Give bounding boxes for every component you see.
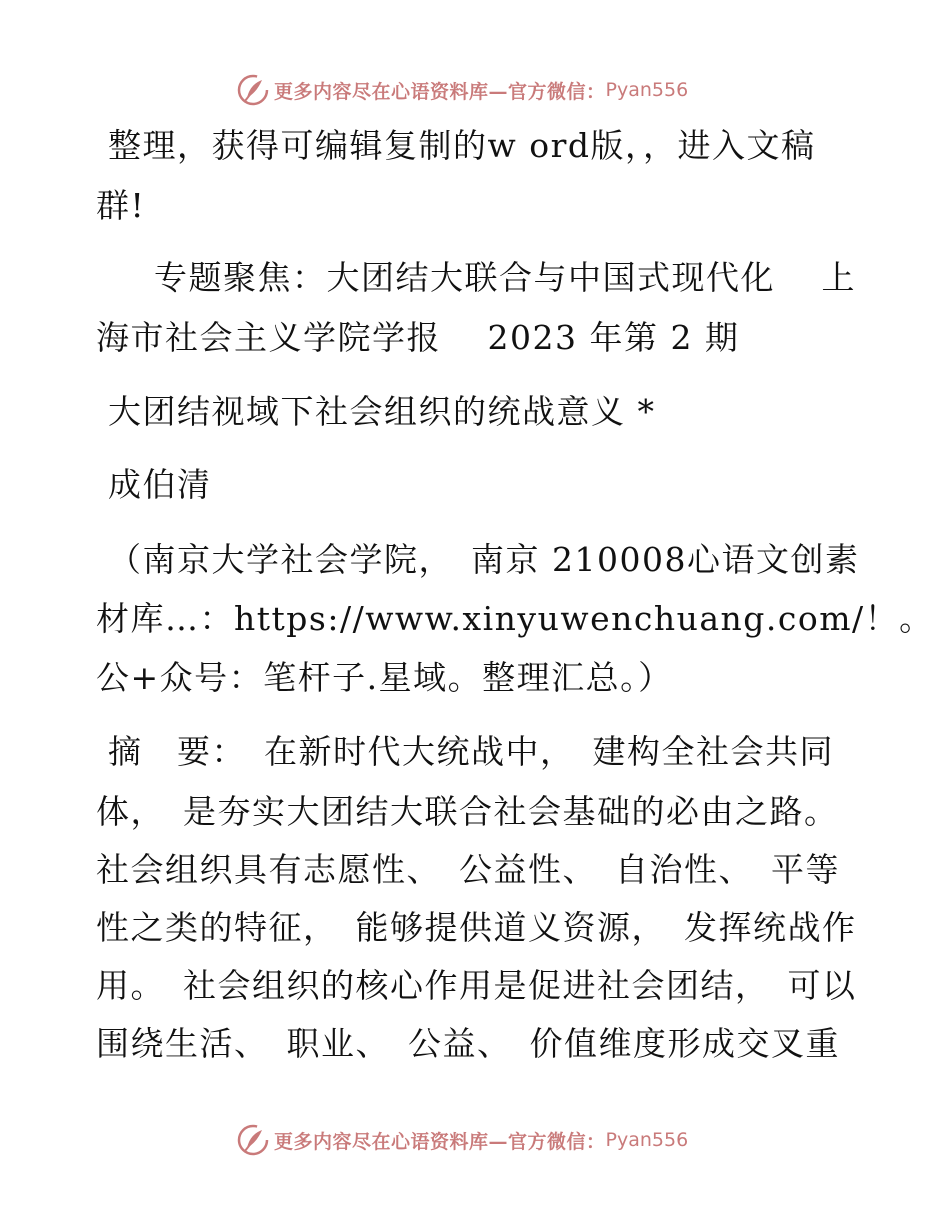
abstract-line-4: 性之类的特征， 能够提供道义资源， 发挥统战作 xyxy=(96,908,857,947)
author-name: 成伯清 xyxy=(108,465,212,504)
text-line-1: 整理，获得可编辑复制的w ord版，，进入文稿 xyxy=(108,126,816,165)
abstract-line-6: 围绕生活、 职业、 公益、 价值维度形成交叉重 xyxy=(96,1024,840,1063)
watermark-wechat-id: Pyan556 xyxy=(605,1129,689,1151)
footer-watermark xyxy=(236,1122,688,1158)
watermark-wechat-id: Pyan556 xyxy=(605,79,689,101)
feather-pen-logo-icon xyxy=(236,1123,270,1157)
watermark-text: 更多内容尽在心语资料库—官方微信： xyxy=(274,1130,606,1153)
abstract-line-1: 摘 要： 在新时代大统战中， 建构全社会共同 xyxy=(108,732,834,771)
abstract-line-2: 体， 是夯实大团结大联合社会基础的必由之路。 xyxy=(96,792,839,831)
text-line-2: 群! xyxy=(96,186,146,225)
watermark-text: 更多内容尽在心语资料库—官方微信： xyxy=(274,80,606,103)
text-line-4: 海市社会主义学院学报 2023 年第 2 期 xyxy=(96,318,740,357)
text-line-3: 专题聚焦：大团结大联合与中国式现代化 上 xyxy=(154,258,856,297)
abstract-line-5: 用。 社会组织的核心作用是促进社会团结， 可以 xyxy=(96,966,857,1005)
article-title: 大团结视域下社会组织的统战意义 * xyxy=(108,392,656,431)
header-watermark xyxy=(236,72,688,108)
abstract-line-3: 社会组织具有志愿性、 公益性、 自治性、 平等 xyxy=(96,850,840,889)
affiliation-line-2: 材库…：https://www.xinyuwenchuang.com/！。 xyxy=(96,599,934,638)
feather-pen-logo-icon xyxy=(236,73,270,107)
affiliation-line-3: 公+众号：笔杆子.星域。整理汇总。） xyxy=(96,658,673,697)
affiliation-line-1: （南京大学社会学院， 南京 210008心语文创素 xyxy=(108,540,860,579)
